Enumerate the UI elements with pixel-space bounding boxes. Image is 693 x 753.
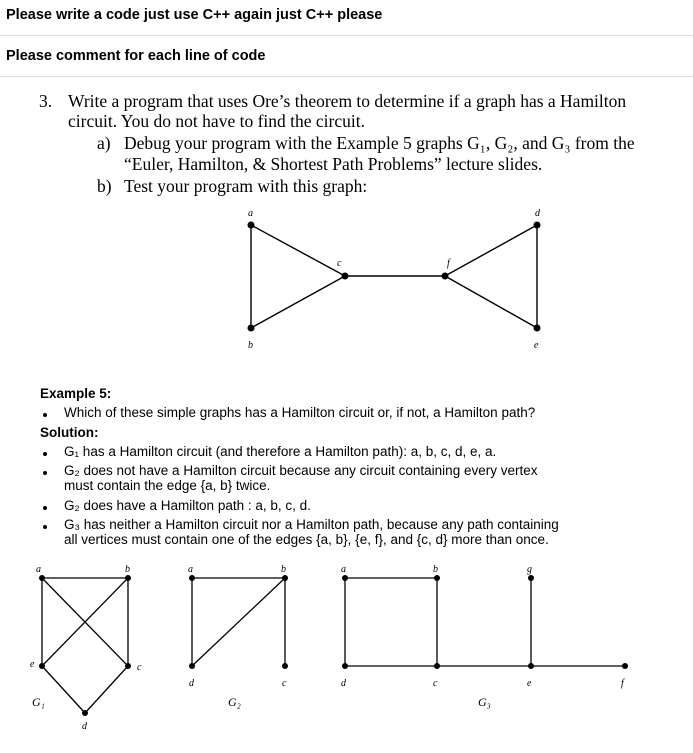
g3-vertex-c — [434, 663, 440, 669]
solution-item-2-line-2: must contain the edge {a, b} twice. — [64, 478, 271, 493]
g3-label-a: a — [341, 564, 346, 575]
part-a-line-2: “Euler, Hamilton, & Shortest Path Problems” lecture slides. — [124, 154, 543, 174]
g1-label-d: d — [82, 721, 87, 732]
g1-label-e: e — [30, 659, 35, 670]
label-b: b — [248, 340, 253, 351]
g1-edge-c-d — [85, 666, 128, 713]
g3-vertex-b — [434, 575, 440, 581]
example-question: Which of these simple graphs has a Hamilton circuit or, if not, a Hamilton path? — [64, 405, 536, 420]
problem-number: 3. — [39, 91, 53, 111]
part-b-line-1: Test your program with this graph: — [124, 176, 368, 196]
g2-label-d: d — [189, 678, 194, 689]
g2-vertex-d — [189, 663, 195, 669]
g2-label-a: a — [188, 564, 193, 575]
example-title: Example 5: — [40, 386, 112, 401]
g3-vertex-d — [342, 663, 348, 669]
g1-vertex-d — [82, 710, 88, 716]
label-d: d — [535, 208, 540, 219]
g2-vertex-c — [282, 663, 288, 669]
g1-label-a: a — [36, 564, 41, 575]
g2-vertex-a — [189, 575, 195, 581]
solution-item-2-line-1: G₂ does not have a Hamilton circuit because any circuit containing every vertex — [64, 463, 538, 478]
g3-vertex-a — [342, 575, 348, 581]
g1-edge-e-d — [42, 666, 85, 713]
g3-label-f: f — [621, 678, 624, 689]
label-a: a — [248, 208, 253, 219]
graph-g3 — [341, 564, 628, 709]
g1-vertex-b — [125, 575, 131, 581]
graph-g2 — [188, 564, 288, 709]
g2-label-b: b — [281, 564, 286, 575]
g3-label-d: d — [341, 678, 346, 689]
g3-label-e: e — [527, 678, 532, 689]
g3-label-c: c — [433, 678, 438, 689]
g2-vertex-b — [282, 575, 288, 581]
solution-item-4-line-1: G₃ has neither a Hamilton circuit nor a Hamilton path, because any path containing — [64, 517, 559, 532]
part-b-marker: b) — [97, 176, 112, 196]
part-a-marker: a) — [97, 133, 111, 153]
part-a-line-1: Debug your program with the Example 5 graphs G₁, G₂, and G₃ from the — [124, 133, 635, 153]
g3-label-g: g — [527, 564, 532, 575]
graph-g1 — [30, 564, 142, 732]
g3-label-b: b — [433, 564, 438, 575]
solution-item-4-line-2: all vertices must contain one of the edges {a, b}, {e, f}, and {c, d} more than once. — [64, 532, 549, 547]
problem-line-2: circuit. You do not have to find the circuit. — [68, 111, 365, 131]
g3-vertex-e — [528, 663, 534, 669]
problem-line-1: Write a program that uses Ore’s theorem to determine if a graph has a Hamilton — [68, 91, 627, 111]
solution-title: Solution: — [40, 425, 99, 440]
g3-name: G₃ — [478, 695, 491, 709]
g2-label-c: c — [282, 678, 287, 689]
label-e: e — [534, 340, 539, 351]
instruction-line-2: Please comment for each line of code — [6, 48, 266, 64]
g3-vertex-g — [528, 575, 534, 581]
g2-name: G₂ — [228, 695, 241, 709]
g1-label-b: b — [125, 564, 130, 575]
g1-vertex-c — [125, 663, 131, 669]
solution-item-1: G₁ has a Hamilton circuit (and therefore a Hamilton path): a, b, c, d, e, a. — [64, 444, 497, 459]
g1-label-c: c — [137, 662, 142, 673]
g2-edge-b-d — [192, 578, 285, 666]
label-f: f — [447, 258, 450, 269]
label-c: c — [337, 258, 342, 269]
g3-vertex-f — [622, 663, 628, 669]
g1-name: G₁ — [32, 695, 45, 709]
instruction-line-1: Please write a code just use C++ again just C++ please — [6, 7, 383, 23]
g1-vertex-a — [39, 575, 45, 581]
solution-item-3: G₂ does have a Hamilton path : a, b, c, d. — [64, 498, 311, 513]
g1-vertex-e — [39, 663, 45, 669]
